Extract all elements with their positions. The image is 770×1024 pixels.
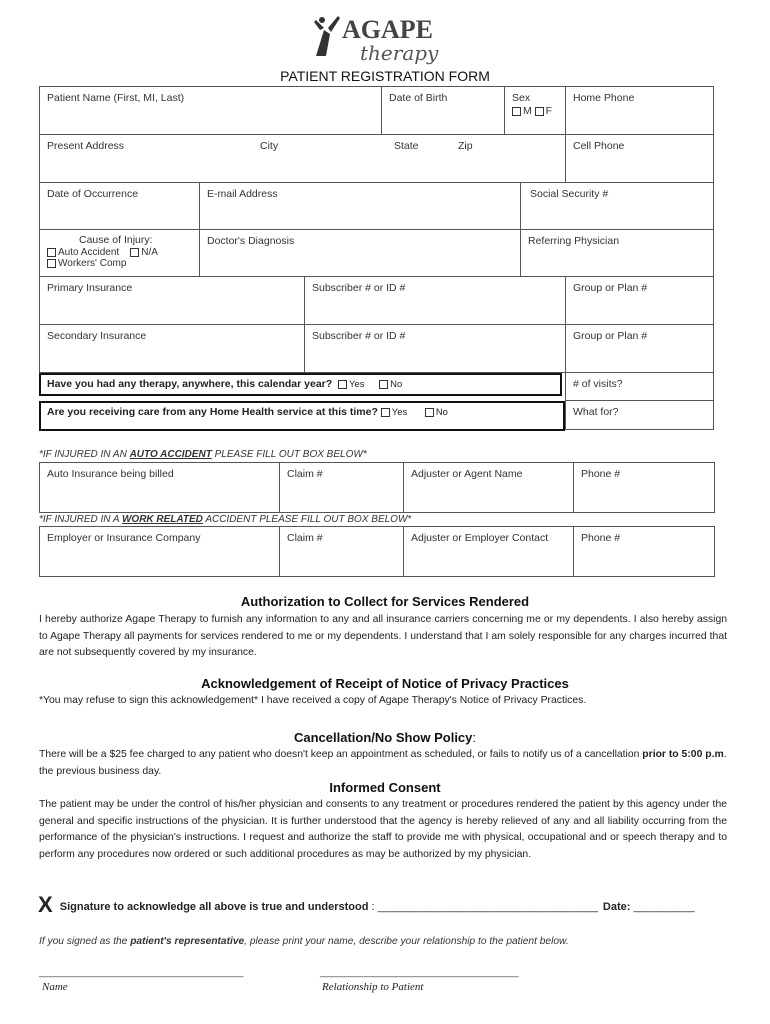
workers-comp-label: Workers' Comp: [58, 258, 127, 269]
secondary-subscriber-label: Subscriber # or ID #: [312, 330, 406, 342]
work-claim-field[interactable]: [279, 526, 404, 577]
auto-adjuster-field[interactable]: [403, 462, 574, 513]
therapy-yes-checkbox[interactable]: [338, 380, 347, 389]
state-label: State: [394, 140, 419, 152]
secondary-insurance-field[interactable]: [39, 324, 305, 373]
secondary-subscriber-field[interactable]: [304, 324, 566, 373]
secondary-group-field[interactable]: [565, 324, 714, 373]
sex-f-label: F: [545, 105, 553, 117]
primary-subscriber-field[interactable]: [304, 276, 566, 325]
diagnosis-label: Doctor's Diagnosis: [207, 235, 295, 247]
na-checkbox[interactable]: [130, 248, 139, 257]
na-label: N/A: [141, 247, 158, 258]
home-phone-field[interactable]: [565, 86, 714, 135]
cell-phone-field[interactable]: [565, 134, 714, 183]
primary-insurance-label: Primary Insurance: [47, 282, 133, 294]
ssn-field[interactable]: [520, 182, 714, 230]
signature-x-mark: X: [38, 892, 53, 917]
therapy-yes-label: Yes: [349, 379, 365, 390]
sex-label: Sex: [512, 92, 531, 104]
auto-claim-label: Claim #: [287, 468, 323, 480]
date-blank[interactable]: __________: [633, 901, 695, 913]
dob-label: Date of Birth: [389, 92, 448, 104]
auth-text: I hereby authorize Agape Therapy to furnish any information to any and all insurance carriers concerning me or my dependents. I also hereby assign to Agape Therapy all payments for services rendered to me or my dependents. I understand that I am solely responsible for any charges incurred that are not subsequently covered by my insurance.: [39, 614, 727, 658]
work-related-box: [39, 526, 715, 577]
email-label: E-mail Address: [207, 188, 278, 200]
auto-insurance-label: Auto Insurance being billed: [47, 468, 174, 480]
signature-label: Signature to acknowledge all above is true and understood: [59, 901, 369, 913]
cancel-heading: Cancellation/No Show Policy:: [293, 730, 477, 745]
logo-figure-icon: [312, 8, 452, 68]
primary-insurance-field[interactable]: [39, 276, 305, 325]
form-title: PATIENT REGISTRATION FORM: [280, 68, 490, 84]
auth-heading: Authorization to Collect for Services Rendered: [240, 594, 530, 609]
city-label: City: [260, 140, 279, 152]
representative-note: If you signed as the patient's representative, please print your name, describe your relationship to the patient below.: [39, 936, 569, 947]
logo-brand-text: AGAPE: [342, 15, 433, 44]
auto-claim-field[interactable]: [279, 462, 404, 513]
patient-name-field[interactable]: [39, 86, 382, 135]
home-health-yes-checkbox[interactable]: [381, 408, 390, 417]
therapy-no-checkbox[interactable]: [379, 380, 388, 389]
agape-therapy-logo: [312, 8, 452, 68]
work-phone-label: Phone #: [581, 532, 621, 544]
cause-field: [39, 229, 200, 277]
logo-sub-text: therapy: [360, 41, 439, 65]
work-related-note: *IF INJURED IN A WORK RELATED ACCIDENT PLEASE FILL OUT BOX BELOW*: [39, 514, 412, 525]
address-field[interactable]: [39, 134, 566, 183]
therapy-question-text: Have you had any therapy, anywhere, this calendar year?: [47, 378, 333, 390]
sex-m-label: M: [523, 105, 532, 117]
employer-label: Employer or Insurance Company: [47, 532, 201, 544]
auto-accident-box: [39, 462, 715, 513]
privacy-text: *You may refuse to sign this acknowledgement* I have received a copy of Agape Therapy's Notice of Privacy Practices.: [39, 695, 587, 706]
relationship-caption: Relationship to Patient: [322, 981, 424, 993]
occurrence-field[interactable]: [39, 182, 200, 230]
cause-label: Cause of Injury:: [79, 234, 153, 246]
auto-accident-note: *IF INJURED IN AN AUTO ACCIDENT PLEASE FILL OUT BOX BELOW*: [39, 449, 367, 460]
what-for-field[interactable]: [565, 400, 714, 430]
auto-phone-field[interactable]: [573, 462, 715, 513]
work-claim-label: Claim #: [287, 532, 323, 544]
therapy-no-label: No: [390, 379, 403, 390]
cell-phone-label: Cell Phone: [573, 140, 625, 152]
name-caption: Name: [42, 981, 68, 993]
ssn-label: Social Security #: [530, 188, 609, 200]
home-phone-label: Home Phone: [573, 92, 635, 104]
primary-group-field[interactable]: [565, 276, 714, 325]
signature-line[interactable]: X Signature to acknowledge all above is true and understood : ____________________________________ Date: __________: [38, 892, 695, 917]
auto-accident-label: Auto Accident: [58, 247, 120, 258]
auto-accident-checkbox[interactable]: [47, 248, 56, 257]
email-field[interactable]: [199, 182, 521, 230]
visits-label: # of visits?: [573, 378, 623, 390]
zip-label: Zip: [458, 140, 473, 152]
date-label: Date:: [602, 901, 631, 913]
patient-name-label: Patient Name (First, MI, Last): [47, 92, 185, 104]
address-label: Present Address: [47, 140, 125, 152]
relationship-blank[interactable]: __________________________________: [320, 966, 519, 978]
secondary-insurance-label: Secondary Insurance: [47, 330, 147, 342]
referring-label: Referring Physician: [528, 235, 620, 247]
auto-adjuster-label: Adjuster or Agent Name: [411, 468, 523, 480]
what-for-label: What for?: [573, 406, 619, 418]
sex-f-checkbox[interactable]: [535, 107, 544, 116]
consent-text: The patient may be under the control of his/her physician and consents to any treatment or procedures rendered the patient by this agency under the general and specific instructions of the physician. It is further understood that the agency is hereby relieved of any and all liability occurring from the performance of the physician's instructions. I request and authorize the staff to provide me with physical, occupational and or speech therapy and to perform any procedures now ordered or such additional procedures as may be authorized by my physician.: [39, 799, 727, 860]
therapy-question-box: [39, 373, 562, 396]
primary-subscriber-label: Subscriber # or ID #: [312, 282, 406, 294]
work-adjuster-label: Adjuster or Employer Contact: [411, 532, 549, 544]
sex-m-checkbox[interactable]: [512, 107, 521, 116]
primary-group-label: Group or Plan #: [573, 282, 648, 294]
referring-field[interactable]: [520, 229, 714, 277]
work-phone-field[interactable]: [573, 526, 715, 577]
home-health-question-box: [39, 401, 565, 431]
signature-blank[interactable]: ____________________________________: [377, 901, 598, 913]
visits-field[interactable]: [565, 372, 714, 401]
home-health-question-text: Are you receiving care from any Home Health service at this time?: [47, 406, 378, 418]
home-health-no-checkbox[interactable]: [425, 408, 434, 417]
privacy-heading: Acknowledgement of Receipt of Notice of Privacy Practices: [201, 676, 569, 691]
home-health-yes-label: Yes: [391, 407, 408, 418]
auto-phone-label: Phone #: [581, 468, 621, 480]
cancel-text: There will be a $25 fee charged to any patient who doesn't keep an appointment as scheduled, or fails to notify us of a cancellation prior to 5:00 p.m. the previous business day.: [39, 749, 727, 777]
auto-insurance-field[interactable]: [39, 462, 280, 513]
secondary-group-label: Group or Plan #: [573, 330, 648, 342]
name-blank[interactable]: ___________________________________: [39, 966, 244, 978]
sex-field: [504, 86, 566, 135]
workers-comp-checkbox[interactable]: [47, 259, 56, 268]
work-adjuster-field[interactable]: [403, 526, 574, 577]
diagnosis-field[interactable]: [199, 229, 521, 277]
home-health-no-label: No: [435, 407, 448, 418]
dob-field[interactable]: [381, 86, 505, 135]
employer-field[interactable]: [39, 526, 280, 577]
occurrence-label: Date of Occurrence: [47, 188, 139, 200]
consent-heading: Informed Consent: [329, 780, 441, 795]
